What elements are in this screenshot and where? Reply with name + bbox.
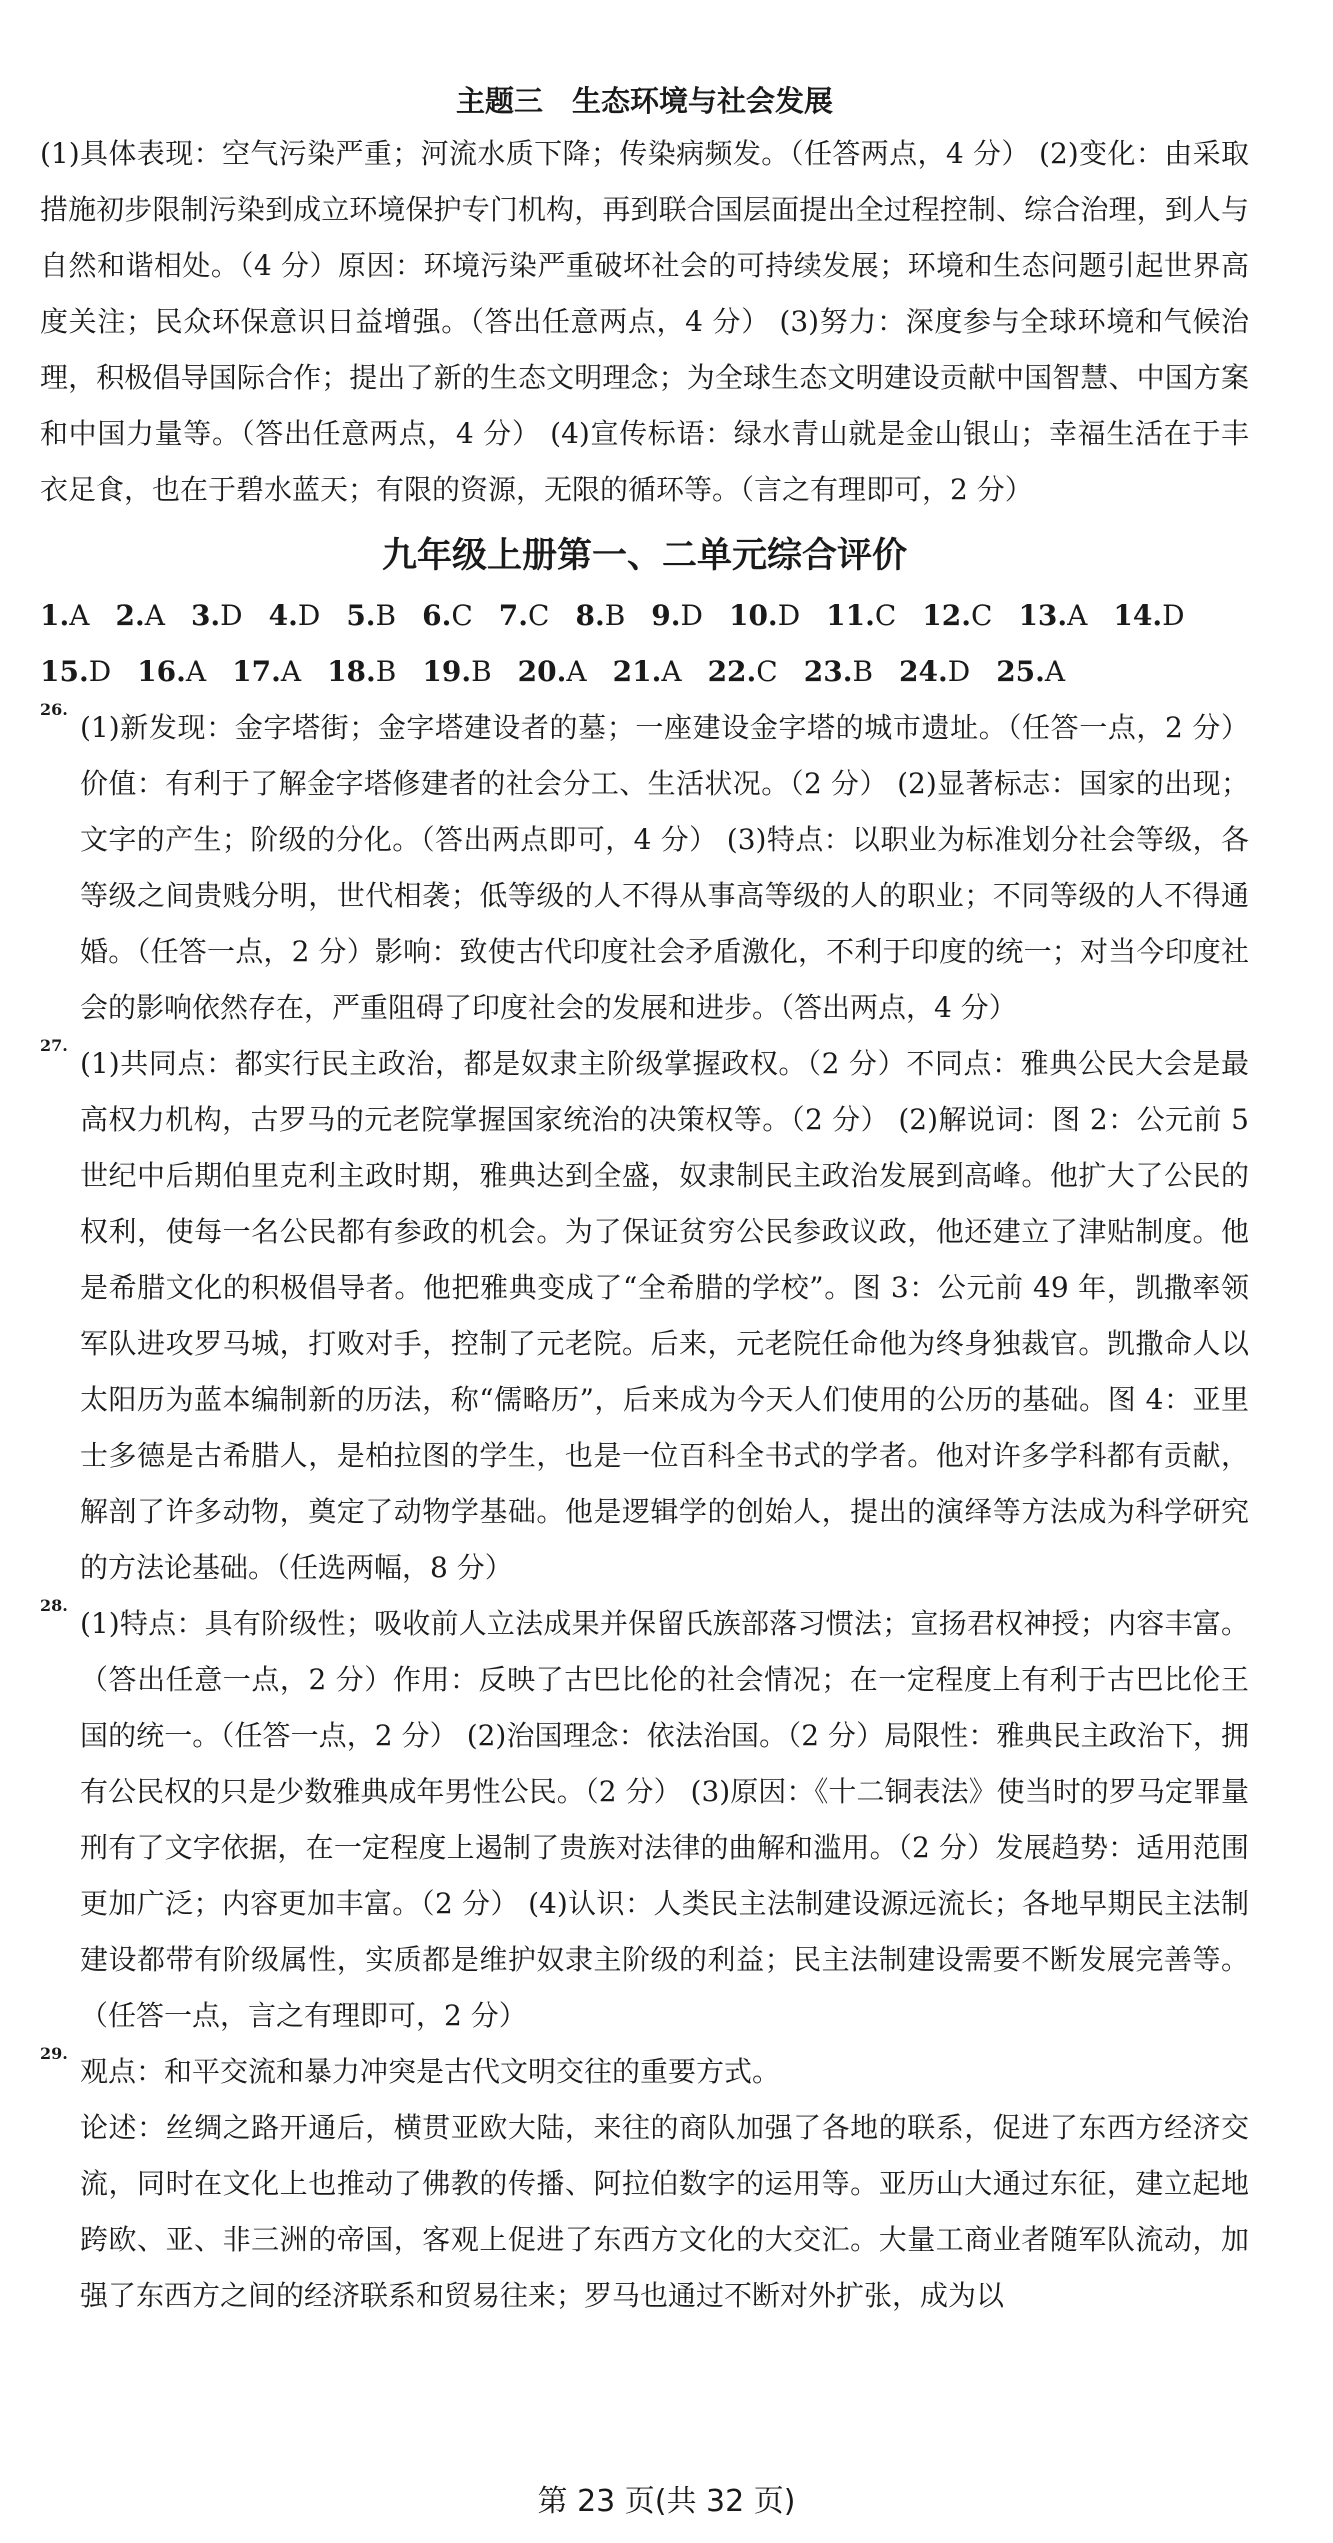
choice-answer-letter: B [471, 655, 492, 688]
question-number: 28. [40, 1596, 68, 1615]
choice-answer-letter: C [874, 599, 897, 632]
choice-answer-letter: C [971, 599, 993, 632]
choice-answer-row [40, 644, 1249, 700]
choice-answer-number: 19. [422, 655, 472, 688]
choice-answer-number: 24. [899, 655, 948, 688]
choice-answer [729, 588, 800, 644]
question-29-argument: 论述：丝绸之路开通后，横贯亚欧大陆，来往的商队加强了各地的联系，促进了东西方经济交流，同时在文化上也推动了佛教的传播、阿拉伯数字的运用等。亚历山大通过东征，建立起地跨欧、亚、非三洲的帝国，客观上促进了东西方文化的大交汇。大量工商业者随军队流动，加强了东西方之间的经济联系和贸易往来；罗马也通过不断对外扩张，成为以 [80, 2111, 1249, 2312]
question-26 [40, 700, 1249, 1036]
choice-answer-letter: A [661, 655, 682, 688]
unit-title: 九年级上册第一、二单元综合评价 [381, 536, 907, 576]
choice-answer-number: 11. [826, 599, 875, 632]
choice-answer-letter: C [451, 599, 473, 632]
choice-answer-letter: A [185, 655, 207, 688]
choice-answer [826, 588, 896, 644]
choice-answer [191, 588, 243, 644]
choice-answer [346, 588, 396, 644]
choice-answer-number: 25. [996, 655, 1045, 688]
question-29-answer [80, 2044, 1249, 2324]
question-number: 27. [40, 1036, 68, 1055]
choice-answer-letter: B [604, 599, 626, 632]
choice-answer-number: 17. [232, 655, 281, 688]
topic-answer-paragraph: (1)具体表现：空气污染严重；河流水质下降；传染病频发。（任答两点，4 分） (2)变化：由采取措施初步限制污染到成立环境保护专门机构，再到联合国层面提出全过程控制、综合治理，到人与自然和谐相处。（4 分）原因：环境污染严重破坏社会的可持续发展；环境和生态问题引起世界高度关注；民众环保意识日益增强。（答出任意两点，4 分） (3)努力：深度参与全球环境和气候治理，积极倡导国际合作；提出了新的生态文明理念；为全球生态文明建设贡献中国智慧、中国方案和中国力量等。（答出任意两点，4 分） (4)宣传标语：绿水青山就是金山银山；幸福生活在于丰衣足食，也在于碧水蓝天；有限的资源，无限的循环等。（言之有理即可，2 分） [40, 137, 1249, 506]
choice-answer-number: 12. [922, 599, 972, 632]
choice-answer-letter: C [528, 599, 550, 632]
choice-answer-number: 15. [40, 655, 89, 688]
choice-answer-letter: D [680, 599, 703, 632]
choice-answer-letter: B [375, 599, 397, 632]
choice-answer [499, 588, 550, 644]
choice-answer-letter: D [1162, 599, 1185, 632]
choice-answer-letter: D [947, 655, 971, 688]
choice-answer [40, 644, 111, 700]
choice-answer [1113, 588, 1184, 644]
choice-answer-number: 4. [268, 599, 298, 632]
choice-answer-number: 3. [190, 599, 221, 632]
choice-answer [422, 644, 491, 700]
question-29-viewpoint: 观点：和平交流和暴力冲突是古代文明交往的重要方式。 [80, 2055, 781, 2088]
choice-answer-number: 18. [327, 655, 376, 688]
choice-answers [40, 588, 1249, 700]
question-26-answer: (1)新发现：金字塔街；金字塔建设者的墓；一座建设金字塔的城市遗址。（任答一点，2 分）价值：有利于了解金字塔修建者的社会分工、生活状况。（2 分） (2)显著标志：国家的出现；文字的产生；阶级的分化。（答出两点即可，4 分） (3)特点：以职业为标准划分社会等级，各等级之间贵贱分明，世代相袭；低等级的人不得从事高等级的人的职业；不同等级的人不得通婚。（任答一点，2 分）影响：致使古代印度社会矛盾激化，不利于印度的统一；对当今印度社会的影响依然存在，严重阻碍了印度社会的发展和进步。（答出两点，4 分） [80, 711, 1249, 1024]
choice-answer-number: 22. [707, 655, 757, 688]
choice-answer-letter: A [566, 655, 587, 688]
choice-answer [996, 644, 1065, 700]
choice-answer [40, 588, 89, 644]
page-footer: 第 23 页(共 32 页) [537, 2484, 796, 2519]
choice-answer-number: 5. [346, 599, 376, 632]
choice-answer-number: 7. [498, 599, 529, 632]
choice-answer-number: 14. [1113, 599, 1163, 632]
choice-answer-row [40, 588, 1249, 644]
choice-answer [422, 588, 473, 644]
choice-answer [922, 588, 992, 644]
question-29 [40, 2044, 1249, 2324]
choice-answer-number: 9. [651, 599, 681, 632]
choice-answer [613, 644, 682, 700]
question-number: 26. [40, 700, 68, 719]
choice-answer-letter: D [88, 655, 112, 688]
choice-answer [269, 588, 321, 644]
choice-answer [899, 644, 970, 700]
choice-answer-number: 13. [1018, 599, 1068, 632]
choice-answer-number: 16. [137, 655, 186, 688]
choice-answer-letter: A [280, 655, 302, 688]
choice-answer-number: 2. [115, 599, 145, 632]
choice-answer-letter: A [1067, 599, 1088, 632]
choice-answer [115, 588, 164, 644]
question-number: 29. [40, 2044, 68, 2063]
choice-answer-letter: C [756, 655, 778, 688]
choice-answer-number: 1. [40, 599, 70, 632]
choice-answer-letter: B [375, 655, 397, 688]
choice-answer [708, 644, 778, 700]
choice-answer-number: 10. [728, 599, 778, 632]
question-28-answer: (1)特点：具有阶级性；吸收前人立法成果并保留氏族部落习惯法；宣扬君权神授；内容丰富。（答出任意一点，2 分）作用：反映了古巴比伦的社会情况；在一定程度上有利于古巴比伦王国的统一。（任答一点，2 分） (2)治国理念：依法治国。（2 分）局限性：雅典民主政治下，拥有公民权的只是少数雅典成年男性公民。（2 分） (3)原因：《十二铜表法》使当时的罗马定罪量刑有了文字依据，在一定程度上遏制了贵族对法律的曲解和滥用。（2 分）发展趋势：适用范围更加广泛；内容更加丰富。（2 分） (4)认识：人类民主法制建设源远流长；各地早期民主法制建设都带有阶级属性，实质都是维护奴隶主阶级的利益；民主法制建设需要不断发展完善等。（任答一点，言之有理即可，2 分） [80, 1607, 1249, 2032]
question-27 [40, 1036, 1249, 1596]
choice-answer-letter: D [297, 599, 321, 632]
choice-answer [804, 644, 873, 700]
choice-answer-number: 8. [575, 599, 605, 632]
question-28 [40, 1596, 1249, 2044]
choice-answer [518, 644, 587, 700]
choice-answer-number: 20. [517, 655, 567, 688]
choice-answer-letter: A [69, 599, 90, 632]
choice-answer-number: 6. [422, 599, 452, 632]
choice-answer-letter: D [777, 599, 801, 632]
choice-answer [1018, 588, 1087, 644]
question-27-answer: (1)共同点：都实行民主政治，都是奴隶主阶级掌握政权。（2 分）不同点：雅典公民大会是最高权力机构，古罗马的元老院掌握国家统治的决策权等。（2 分） (2)解说词：图 2：公元前 5 世纪中后期伯里克利主政时期，雅典达到全盛，奴隶制民主政治发展到高峰。他扩大了公民的权利，使每一名公民都有参政的机会。为了保证贫穷公民参政议政，他还建立了津贴制度。他是希腊文化的积极倡导者。他把雅典变成了“全希腊的学校”。图 3：公元前 49 年，凯撒率领军队进攻罗马城，打败对手，控制了元老院。后来，元老院任命他为终身独裁官。凯撒命人以太阳历为蓝本编制新的历法，称“儒略历”，后来成为今天人们使用的公历的基础。图 4：亚里士多德是古希腊人，是柏拉图的学生，也是一位百科全书式的学者。他对许多学科都有贡献，解剖了许多动物，奠定了动物学基础。他是逻辑学的创始人，提出的演绎等方法成为科学研究的方法论基础。（任选两幅，8 分） [80, 1047, 1249, 1584]
topic-title: 主题三 生态环境与社会发展 [455, 84, 833, 118]
choice-answer [575, 588, 625, 644]
choice-answer-letter: A [1044, 655, 1066, 688]
choice-answer [651, 588, 703, 644]
choice-answer-letter: D [220, 599, 243, 632]
choice-answer [327, 644, 396, 700]
choice-answer-letter: B [852, 655, 874, 688]
choice-answer [232, 644, 301, 700]
choice-answer-number: 23. [803, 655, 853, 688]
choice-answer-letter: A [144, 599, 165, 632]
choice-answer-number: 21. [612, 655, 662, 688]
choice-answer [137, 644, 206, 700]
